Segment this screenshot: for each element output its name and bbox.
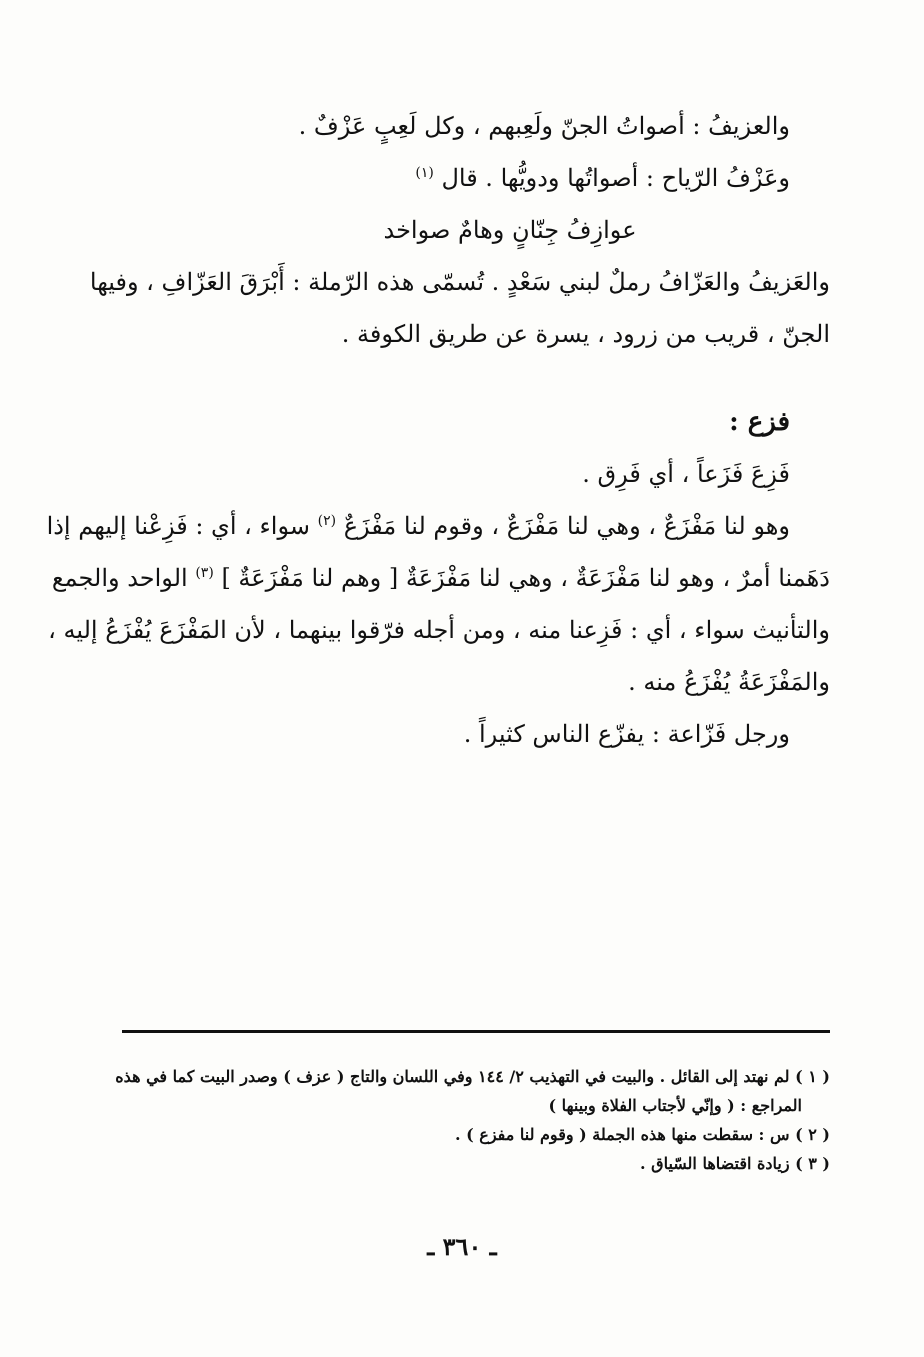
text-line: ورجل فَزّاعة : يفزّع الناس كثيراً . bbox=[463, 720, 790, 748]
text-line: فَزِعَ فَزَعاً ، أي فَرِق . bbox=[582, 460, 790, 488]
text-span: دَهَمنا أمرٌ ، وهو لنا مَفْزَعَةٌ ، وهي لنا مَفْزَعَةٌ [ وهم لنا مَفْزَعَةٌ ] bbox=[221, 564, 830, 592]
text-line bbox=[110, 152, 830, 204]
text-span: سواء ، أي : فَزِعْنا إليهم إذا bbox=[46, 512, 310, 540]
text-line bbox=[46, 500, 830, 552]
page-number: ـ ٣٦٠ ـ bbox=[427, 1232, 497, 1261]
footnote-ref-1: (١) bbox=[415, 165, 434, 181]
text-span: الواحد والجمع bbox=[51, 564, 188, 592]
footnotes bbox=[115, 1062, 830, 1178]
text-line: والمَفْزَعَةُ يُفْزَعُ منه . bbox=[628, 668, 830, 696]
entry-heading: فزع : bbox=[729, 407, 790, 437]
footnote-ref-2: (٢) bbox=[317, 513, 337, 529]
text-line: والعَزيفُ والعَزّافُ رملٌ لبني سَعْدٍ . تُسمّى هذه الرّملة : أَبْرَقَ العَزّافِ ، وفيها bbox=[89, 268, 830, 296]
text-line: والتأنيث سواء ، أي : فَزِعنا منه ، ومن أجله فرّقوا بينهما ، لأن المَفْزَعَ يُفْزَعُ إليه ، bbox=[48, 616, 830, 644]
footnote-1: ( ١ ) لم نهتد إلى القائل . والبيت في التهذيب ٢/ ١٤٤ وفي اللسان والتاج ( عزف ) وصدر البيت كما في هذه bbox=[115, 1067, 830, 1086]
text-line bbox=[51, 552, 830, 604]
footnote-2: ( ٢ ) س : سقطت منها هذه الجملة ( وقوم لنا مفزع ) . bbox=[454, 1125, 830, 1144]
verse-line: عوازِفُ جِنّانٍ وهامٌ صواخد bbox=[383, 216, 637, 244]
text-span: وهو لنا مَفْزَعٌ ، وهي لنا مَفْزَعٌ ، وقوم لنا مَفْزَعٌ bbox=[343, 512, 790, 540]
main-text bbox=[46, 100, 830, 760]
footnote-divider bbox=[122, 1030, 830, 1033]
section-gap bbox=[110, 360, 830, 396]
text-line: الجنّ ، قريب من زرود ، يسرة عن طريق الكوفة . bbox=[341, 320, 830, 348]
footnote-3: ( ٣ ) زيادة اقتضاها السّياق . bbox=[640, 1154, 830, 1173]
text-span: وعَزْفُ الرّياح : أصواتُها ودويُّها . قال bbox=[441, 164, 790, 192]
footnote-1-continued: المراجع : ( وإنّي لأجتاب الفلاة وبينها ) bbox=[548, 1096, 802, 1115]
footnote-ref-3: (٣) bbox=[195, 565, 214, 581]
text-line: والعزيفُ : أصواتُ الجنّ ولَعِبهم ، وكل لَعِبٍ عَزْفٌ . bbox=[298, 112, 790, 140]
